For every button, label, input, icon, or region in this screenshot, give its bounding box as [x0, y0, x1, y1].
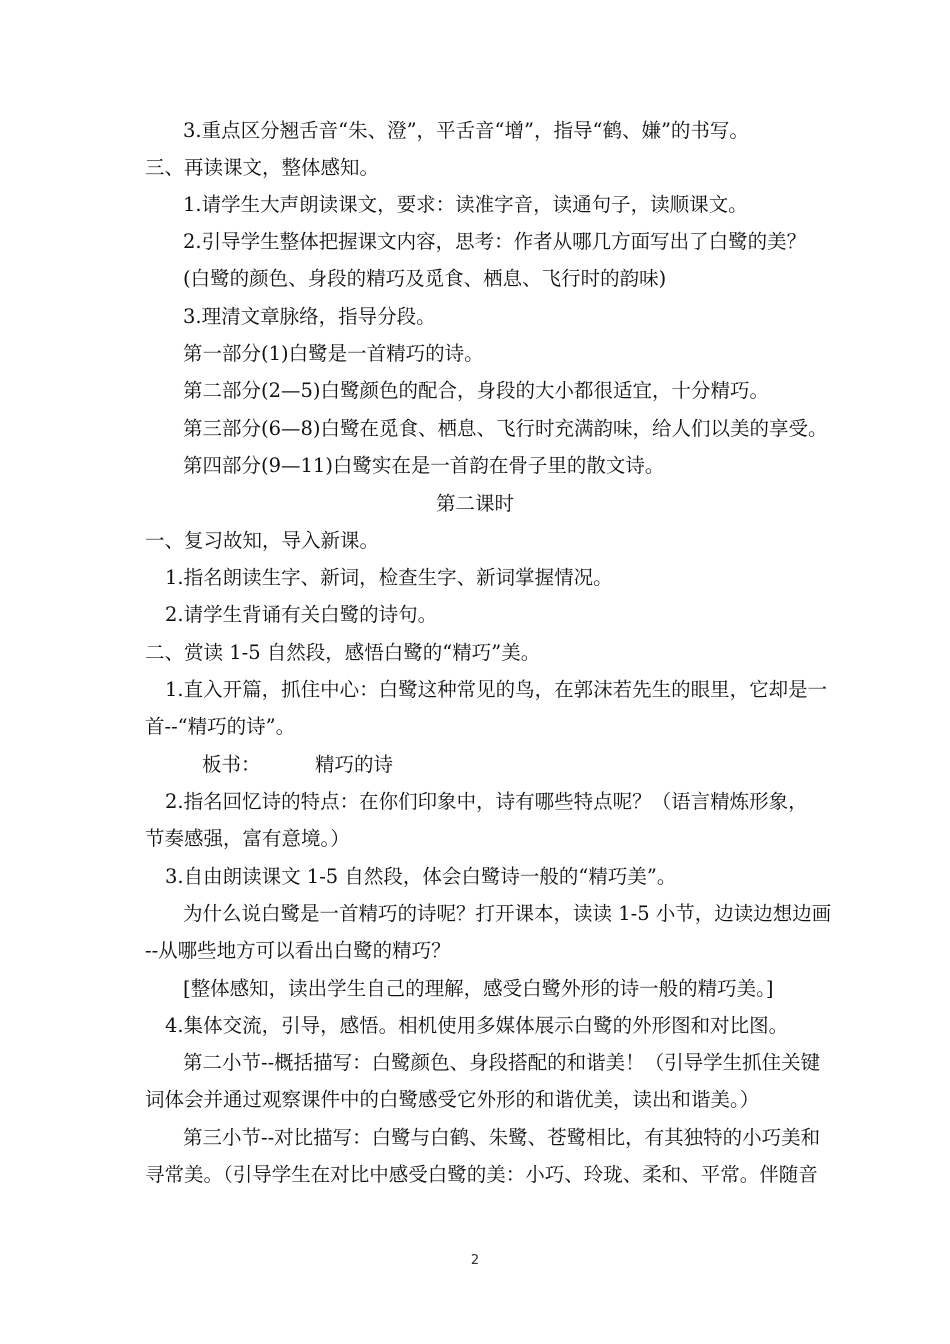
section-heading: 一、复习故知，导入新课。: [145, 529, 380, 552]
text-line: 寻常美。（引导学生在对比中感受白鹭的美：小巧、玲珑、柔和、平常。伴随音: [145, 1163, 818, 1186]
text-line: 第二小节--概括描写：白鹭颜色、身段搭配的和谐美！（引导学生抓住关键: [183, 1051, 821, 1074]
text-line: 节奏感强，富有意境。）: [145, 827, 350, 850]
page-number: 2: [470, 1253, 480, 1268]
text-line: 2.指名回忆诗的特点：在你们印象中，诗有哪些特点呢？（语言精炼形象，: [165, 790, 808, 813]
board-content: 精巧的诗: [315, 753, 394, 776]
text-line: 1.直入开篇，抓住中心：白鹭这种常见的鸟，在郭沫若先生的眼里，它却是一: [165, 678, 828, 701]
text-line: 4.集体交流，引导，感悟。相机使用多媒体展示白鹭的外形图和对比图。: [165, 1014, 789, 1037]
text-line: 第一部分(1)白鹭是一首精巧的诗。: [183, 342, 484, 365]
section-heading: 二、赏读 1-5 自然段，感悟白鹭的“精巧”美。: [145, 641, 541, 664]
text-line: (白鹭的颜色、身段的精巧及觅食、栖息、飞行时的韵味): [183, 267, 667, 290]
text-line: 3.自由朗读课文 1-5 自然段，体会白鹭诗一般的“精巧美”。: [165, 865, 677, 888]
lesson-title: 第二课时: [435, 492, 514, 515]
text-line: [整体感知，读出学生自己的理解，感受白鹭外形的诗一般的精巧美。]: [183, 977, 774, 1000]
text-line: 3.理清文章脉络，指导分段。: [183, 305, 436, 328]
text-line: 为什么说白鹭是一首精巧的诗呢？打开课本，读读 1-5 小节，边读边想边画: [183, 902, 832, 925]
text-line: 3.重点区分翘舌音“朱、澄”，平舌音“增”，指导“鹤、嫌”的书写。: [183, 119, 749, 142]
text-line: 2.引导学生整体把握课文内容，思考：作者从哪几方面写出了白鹭的美？: [183, 230, 807, 253]
text-line: 第四部分(9—11)白鹭实在是一首韵在骨子里的散文诗。: [183, 454, 665, 477]
text-line: 1.指名朗读生字、新词，检查生字、新词掌握情况。: [165, 566, 613, 589]
text-line: 词体会并通过观察课件中的白鹭感受它外形的和谐优美，读出和谐美。）: [145, 1088, 760, 1111]
text-line: 第三小节--对比描写：白鹭与白鹤、朱鹭、苍鹭相比，有其独特的小巧美和: [183, 1126, 821, 1149]
text-line: 第三部分(6—8)白鹭在觅食、栖息、飞行时充满韵味，给人们以美的享受。: [183, 417, 828, 440]
text-line: 第二部分(2—5)白鹭颜色的配合，身段的大小都很适宜，十分精巧。: [183, 379, 770, 402]
section-heading: 三、再读课文，整体感知。: [145, 156, 380, 179]
text-line: 首--“精巧的诗”。: [145, 715, 296, 738]
text-line: 2.请学生背诵有关白鹭的诗句。: [165, 603, 438, 626]
text-line: --从哪些地方可以看出白鹭的精巧？: [145, 939, 451, 962]
board-label: 板书：: [202, 753, 261, 776]
board-note: [0, 752, 950, 778]
text-line: 1.请学生大声朗读课文，要求：读准字音，读通句子，读顺课文。: [183, 193, 748, 216]
